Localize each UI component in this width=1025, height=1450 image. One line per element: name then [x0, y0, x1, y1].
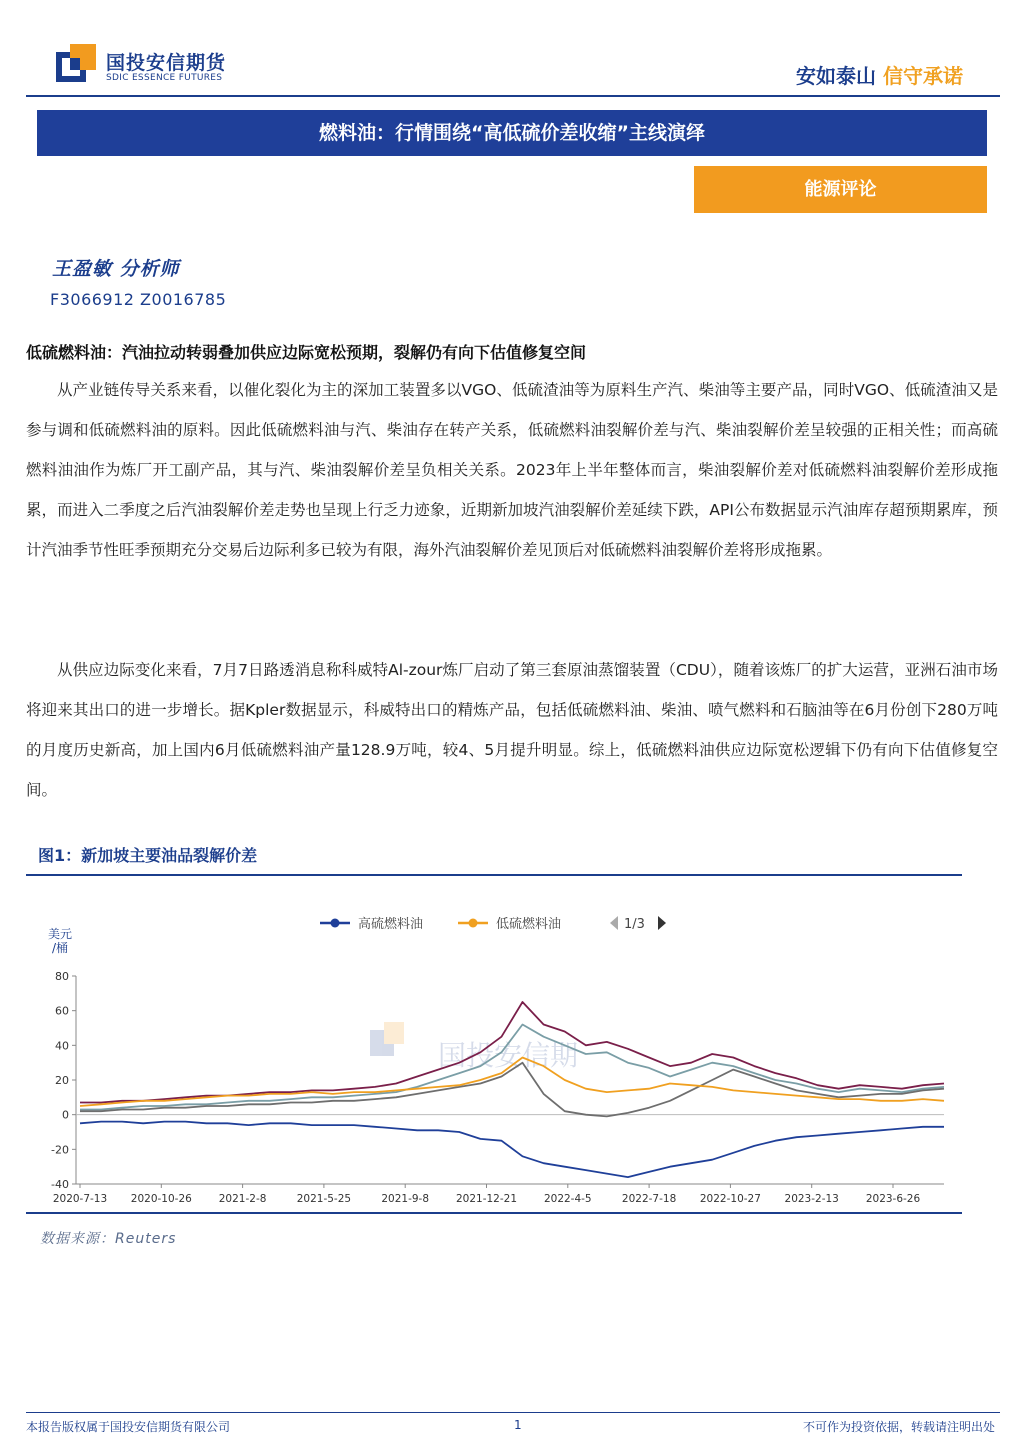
legend-marker-low-sulfur [469, 919, 478, 928]
x-tick-label: 2021-2-8 [218, 1193, 267, 1205]
page-number: 1 [514, 1418, 522, 1432]
crack-spread-chart [26, 880, 962, 1210]
company-logo-icon [56, 44, 96, 82]
footer-disclaimer: 不可作为投资依据，转载请注明出处 [802, 1420, 995, 1434]
analyst-name: 王盈敏 分析师 [52, 258, 180, 280]
y-tick-label: 0 [62, 1108, 69, 1122]
report-title: 燃料油：行情围绕“高低硫价差收缩”主线演绎 [37, 110, 987, 156]
x-tick-label: 2021-5-25 [296, 1193, 352, 1205]
x-tick-label: 2023-2-13 [784, 1193, 839, 1205]
company-name-cn: 国投安信期货 [106, 52, 227, 74]
x-tick-label: 2022-10-27 [699, 1193, 761, 1205]
x-tick-label: 2022-4-5 [543, 1193, 592, 1205]
watermark [370, 1022, 578, 1072]
y-tick-label: -40 [51, 1178, 69, 1191]
legend-label-low-sulfur: 低硫燃料油 [496, 917, 562, 932]
legend-prev-page-icon[interactable] [610, 916, 618, 930]
x-tick-label: 2023-6-26 [865, 1193, 921, 1205]
x-tick-label: 2020-7-13 [52, 1193, 108, 1205]
slogan-part1: 安如泰山 [796, 64, 877, 88]
series-line-high-sulfur [80, 1122, 944, 1178]
x-axis [53, 1193, 921, 1205]
y-tick-label: 40 [55, 1039, 69, 1053]
section-subheading: 低硫燃料油：汽油拉动转弱叠加供应边际宽松预期，裂解仍有向下估值修复空间 [26, 343, 587, 362]
x-tick-label: 2020-10-26 [130, 1193, 192, 1205]
y-tick-label: 20 [55, 1074, 69, 1087]
legend-item-low-sulfur[interactable] [458, 916, 561, 932]
footer-copyright: 本报告版权属于国投安信期货有限公司 [26, 1420, 231, 1434]
watermark-text: 国投安信期 [438, 1039, 579, 1072]
body-paragraph-1: 从产业链传导关系来看，以催化裂化为主的深加工装置多以VGO、低硫渣油等为原料生产汽、柴油等主要产品，同时VGO、低硫渣油又是参与调和低硫燃料油的原料。因此低硫燃料油与汽、柴油存在转产关系，低硫燃料油裂解价差与汽、柴油裂解价差呈较强的正相关性；而高硫燃料油油作为炼厂开工副产品，其与汽、柴油裂解价差呈负相关关系。2023年上半年整体而言，柴油裂解价差对低硫燃料油裂解价差形成拖累，而进入二季度之后汽油裂解价差走势也呈现上行乏力迹象，近期新加坡汽油裂解价差延续下跌，API公布数据显示汽油库存超预期累库，预计汽油季节性旺季预期充分交易后边际利多已较为有限，海外汽油裂解价差见顶后对低硫燃料油裂解价差将形成拖累。 [26, 381, 998, 559]
y-axis-unit-2: /桶 [52, 941, 69, 955]
y-axis [51, 970, 69, 1191]
header-divider [26, 95, 1000, 97]
chart-legend [320, 916, 666, 932]
figure-top-rule [26, 874, 962, 876]
x-tick-label: 2021-12-21 [455, 1193, 518, 1205]
x-tick-label: 2022-7-18 [621, 1193, 677, 1205]
y-tick-label: -20 [51, 1143, 69, 1157]
x-tick-label: 2021-9-8 [381, 1193, 430, 1205]
y-tick-label: 80 [55, 970, 69, 983]
axis-grid [72, 976, 944, 1188]
plot-series [80, 1002, 944, 1177]
y-tick-label: 60 [55, 1004, 69, 1018]
legend-item-high-sulfur[interactable] [320, 916, 423, 932]
y-axis-unit-1: 美元 [48, 927, 73, 941]
analyst-id: F3066912 Z0016785 [50, 290, 227, 309]
legend-marker-high-sulfur [331, 919, 340, 928]
legend-page-indicator: 1/3 [624, 917, 645, 932]
category-tag: 能源评论 [694, 166, 987, 213]
slogan [796, 60, 963, 89]
figure-title: 图1：新加坡主要油品裂解价差 [38, 846, 258, 865]
legend-label-high-sulfur: 高硫燃料油 [358, 917, 424, 932]
company-name-en: SDIC ESSENCE FUTURES [106, 73, 223, 83]
watermark-logo-accent [384, 1022, 404, 1044]
series-line-low-sulfur [80, 1058, 944, 1107]
body-paragraph-2: 从供应边际变化来看，7月7日路透消息称科威特Al-zour炼厂启动了第三套原油蒸馏装置（CDU），随着该炼厂的扩大运营，亚洲石油市场将迎来其出口的进一步增长。据Kpler数据显示，科威特出口的精炼产品，包括低硫燃料油、柴油、喷气燃料和石脑油等在6月份创下280万吨的月度历史新高，加上国内6月低硫燃料油产量128.9万吨，较4、5月提升明显。综上，低硫燃料油供应边际宽松逻辑下仍有向下估值修复空间。 [26, 661, 998, 799]
figure-bottom-rule [26, 1212, 962, 1214]
figure-source: 数据来源：Reuters [40, 1231, 177, 1247]
legend-next-page-icon[interactable] [658, 916, 666, 930]
footer-divider [26, 1412, 1000, 1413]
slogan-part2: 信守承诺 [883, 64, 963, 88]
